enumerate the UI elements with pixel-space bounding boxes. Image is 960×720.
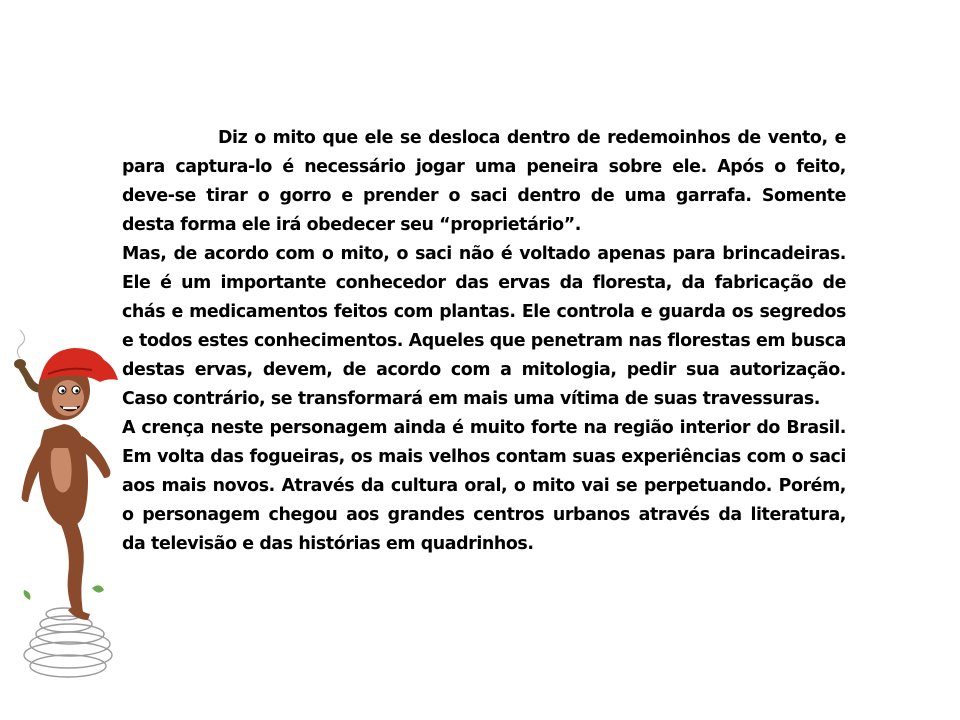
saci-illustration [8, 318, 124, 688]
saci-teeth [63, 407, 77, 409]
paragraph-2: Mas, de acordo com o mito, o saci não é voltado apenas para brincadeiras. Ele é um importante conhecedor das ervas da floresta, da fabricação de chás e medicamentos feitos com plantas. Ele controla e guarda os segredos e todos estes conhecimentos. Aqueles que penetram nas florestas em busca destas ervas, devem, de acordo com a mitologia, pedir sua autorização. Caso contrário, se transformará em mais uma vítima de suas travessuras. [122, 244, 846, 409]
body-text [122, 124, 846, 559]
paragraph-1-text: Diz o mito que ele se desloca dentro de redemoinhos de vento, e para captura-lo é necessário jogar uma peneira sobre ele. Após o feito, deve-se tirar o gorro e prender o saci dentro de uma garrafa. Somente desta forma ele irá obedecer seu “proprietário”. [122, 128, 846, 235]
paragraph-1 [122, 124, 846, 240]
leaf [24, 590, 31, 600]
saci-pupil [75, 389, 78, 392]
smoke [17, 330, 24, 358]
saci-pupil [61, 389, 64, 392]
paragraph-3: A crença neste personagem ainda é muito forte na região interior do Brasil. Em volta das fogueiras, os mais velhos contam suas experiências com o saci aos mais novos. Através da cultura oral, o mito vai se perpetuando. Porém, o personagem chegou aos grandes centros urbanos através da literatura, da televisão e das histórias em quadrinhos. [122, 418, 846, 554]
pipe-bowl [14, 359, 26, 369]
leaf [92, 585, 104, 592]
saci-leg [58, 516, 84, 618]
whirlwind [24, 608, 112, 677]
